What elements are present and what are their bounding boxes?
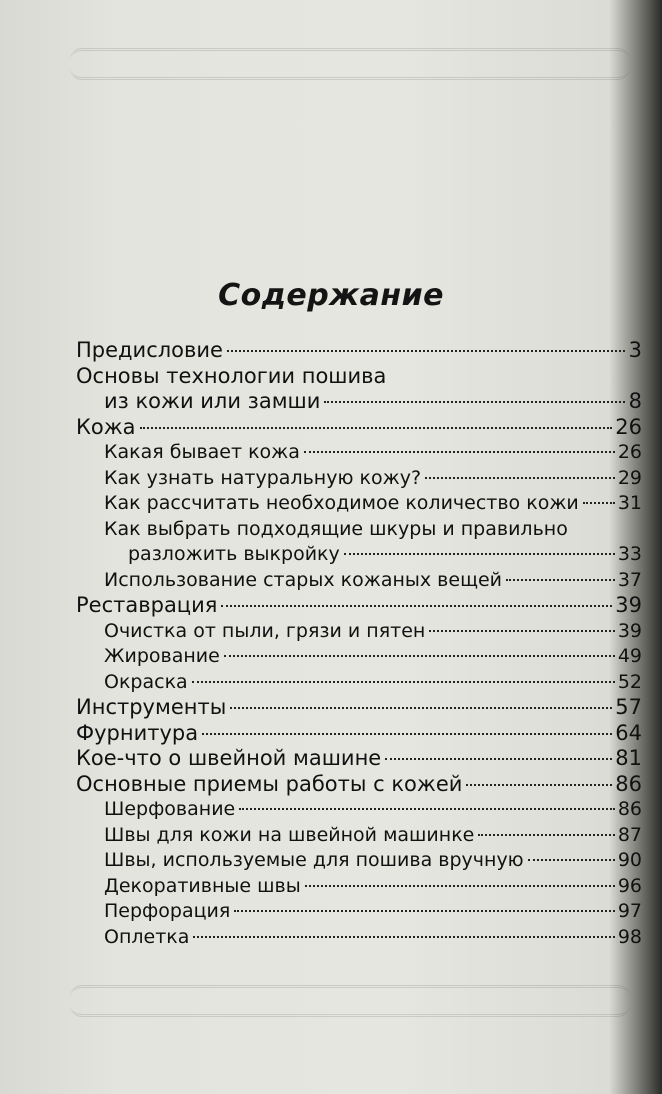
toc-entry-title: Фурнитура (76, 720, 199, 745)
toc-entry (76, 364, 642, 390)
dot-leader (221, 604, 612, 607)
toc-entry-page-number: 90 (617, 849, 642, 871)
dot-leader (192, 680, 615, 683)
page-title: Содержание (218, 278, 444, 313)
dot-leader (227, 349, 625, 352)
toc-entry-page-number: 39 (617, 619, 642, 642)
toc-entry-title: Предисловие (76, 338, 223, 362)
toc-entry-page-number: 86 (617, 798, 642, 820)
dot-leader (140, 426, 613, 429)
toc-entry (76, 619, 642, 645)
toc-entry-title: Основные приемы работы с кожей (76, 771, 463, 796)
dot-leader (466, 783, 612, 786)
top-ornament-border (70, 48, 630, 80)
toc-entry-title: Реставрация (76, 593, 218, 617)
dot-leader (425, 476, 615, 479)
toc-entry-title: из кожи или замши (104, 389, 321, 413)
toc-entry (76, 644, 642, 670)
toc-entry (76, 389, 642, 415)
toc-entry-page-number: 52 (617, 670, 642, 693)
toc-entry (76, 568, 642, 594)
toc-entry (76, 874, 642, 900)
toc-entry-page-number: 81 (615, 746, 642, 770)
toc-entry (76, 746, 642, 772)
toc-entry-title: Использование старых кожаных вещей (104, 568, 503, 591)
toc-entry-page-number: 31 (617, 492, 642, 514)
toc-entry (76, 670, 642, 696)
dot-leader (324, 400, 625, 403)
toc-entry (76, 440, 642, 466)
dot-leader (224, 654, 615, 657)
toc-entry (76, 542, 642, 568)
toc-entry-page-number: 49 (617, 645, 642, 667)
toc-entry-title: Перфорация (104, 900, 231, 922)
dot-leader (193, 935, 614, 938)
toc-entry-page-number: 8 (628, 389, 642, 413)
table-of-contents (76, 338, 642, 950)
toc-entry-title: Как рассчитать необходимое количество кожи (104, 492, 579, 514)
toc-entry (76, 415, 642, 441)
toc-entry-title: Как выбрать подходящие шкуры и правильно (104, 517, 568, 540)
toc-entry (76, 925, 642, 951)
dot-leader (583, 501, 615, 504)
toc-entry-page-number: 97 (617, 900, 642, 922)
dot-leader (429, 629, 615, 632)
dot-leader (234, 909, 614, 912)
toc-entry-title: Какая бывает кожа (104, 441, 300, 463)
toc-entry (76, 721, 642, 747)
toc-entry-page-number: 26 (615, 414, 642, 439)
toc-entry (76, 517, 642, 543)
dot-leader (304, 450, 615, 453)
toc-entry (76, 899, 642, 925)
toc-entry-title: Основы технологии пошива (76, 363, 387, 388)
toc-entry-page-number: 39 (615, 593, 642, 617)
toc-entry-title: Как узнать натуральную кожу? (104, 466, 422, 489)
toc-entry-title: Окраска (104, 670, 188, 693)
toc-entry-page-number: 64 (615, 720, 642, 745)
toc-entry (76, 823, 642, 849)
dot-leader (385, 757, 612, 760)
toc-entry-page-number: 86 (615, 771, 642, 796)
toc-entry-page-number: 26 (617, 441, 642, 463)
toc-entry-page-number: 87 (617, 823, 642, 846)
toc-entry-page-number: 98 (617, 925, 642, 948)
dot-leader (506, 578, 615, 581)
toc-entry-title: Шерфование (104, 798, 236, 820)
toc-entry (76, 593, 642, 619)
toc-entry (76, 797, 642, 823)
toc-entry-title: Швы, используемые для пошива вручную (104, 849, 524, 871)
dot-leader (478, 833, 614, 836)
dot-leader (305, 884, 615, 887)
toc-entry-page-number: 96 (617, 874, 642, 897)
toc-entry-title: Очистка от пыли, грязи и пятен (104, 619, 426, 642)
dot-leader (239, 807, 615, 810)
toc-entry-title: Оплетка (104, 925, 190, 948)
toc-entry (76, 466, 642, 492)
toc-entry (76, 491, 642, 517)
toc-entry-title: Жирование (104, 645, 220, 667)
dot-leader (528, 858, 615, 861)
toc-entry-title: Декоративные швы (104, 874, 301, 897)
toc-entry (76, 848, 642, 874)
toc-entry-page-number: 57 (615, 695, 642, 719)
dot-leader (202, 732, 612, 735)
bottom-ornament-border (70, 985, 630, 1017)
toc-entry-page-number: 29 (617, 466, 642, 489)
toc-entry-title: разложить выкройку (128, 543, 340, 565)
toc-entry (76, 695, 642, 721)
toc-entry-page-number: 33 (617, 543, 642, 565)
toc-entry-page-number: 37 (617, 568, 642, 591)
toc-entry-page-number: 3 (628, 338, 642, 362)
toc-entry (76, 772, 642, 798)
dot-leader (344, 552, 615, 555)
toc-entry-title: Швы для кожи на швейной машинке (104, 823, 475, 846)
toc-entry-title: Кое-что о швейной машине (76, 746, 382, 770)
toc-entry-title: Кожа (76, 414, 136, 439)
dot-leader (230, 706, 612, 709)
toc-entry (76, 338, 642, 364)
toc-entry-title: Инструменты (76, 695, 227, 719)
